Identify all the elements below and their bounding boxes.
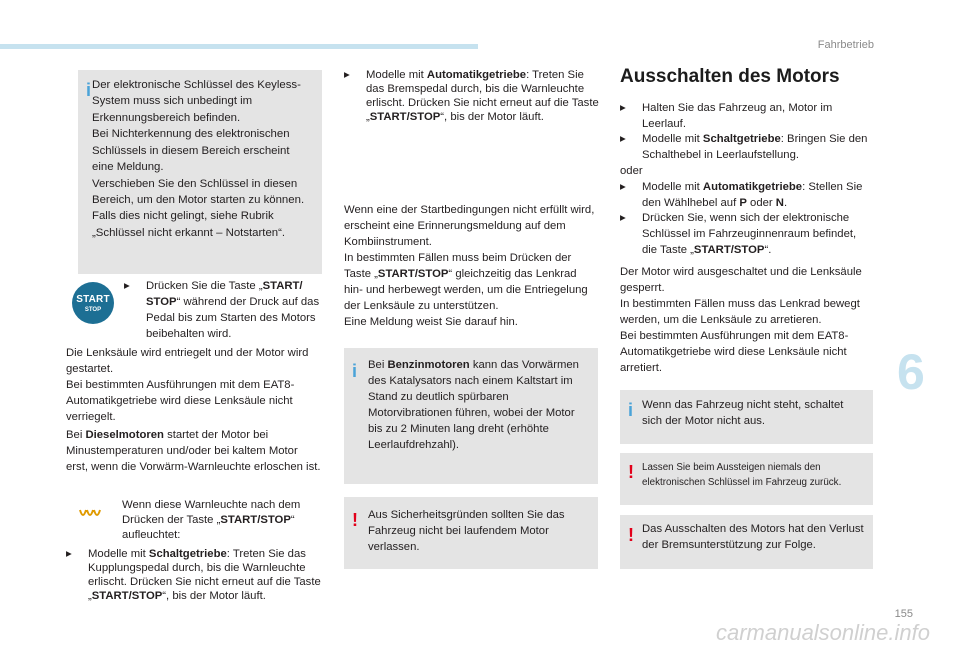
- info-box-petrol: i Bei Benzinmotoren kann das Vorwärmen des Katalysators nach einem Kaltstart im Stand zu deutlich spürbaren Motorvibrationen führen, wobei der Motor bis zu 2 Minuten lang dreht (erhöhte Leerlaufdrehzahl).: [344, 348, 598, 484]
- header-bar: [0, 44, 478, 49]
- info-mark-icon: i: [352, 361, 358, 381]
- stop-step-3: ▸ Modelle mit Automatikgetriebe: Stellen Sie den Wählhebel auf P oder N.: [620, 181, 863, 210]
- exclamation-warning-icon: !: [352, 510, 358, 530]
- manual-gearbox-bullet: ▸ Modelle mit Schaltgetriebe: Treten Sie das Kupplungspedal durch, bis die Warnleuchte erlischt. Drücken Sie nicht erneut auf die Taste „START/STOP“, bis der Motor läuft.: [66, 548, 321, 602]
- warnlight-text: Wenn diese Warnleuchte nach dem Drücken der Taste „START/STOP“ aufleuchtet:: [122, 499, 301, 541]
- diesel-text: Bei Dieselmotoren startet der Motor bei Minustemperaturen und/oder bei kaltem Motor erst, wenn die Vorwärm-Warnleuchte erloschen ist.: [66, 429, 321, 474]
- warning-box-key: [620, 453, 873, 505]
- chapter-number: 6: [897, 344, 925, 400]
- steering-unlock-text: Die Lenksäule wird entriegelt und der Motor wird gestartet. Bei bestimmten Ausführungen mit dem EAT8-Automatikgetriebe wird diese Lenksäule nicht verriegelt.: [66, 347, 309, 424]
- warning-box-safety: [344, 497, 598, 569]
- info-mark-icon: i: [86, 80, 92, 100]
- warning-box-brake: [620, 515, 873, 569]
- engine-stopped-text: Der Motor wird ausgeschaltet und die Lenksäule gesperrt. In bestimmten Fällen muss das Lenkrad bewegt werden, um die Lenksäule zu arretieren. Bei bestimmten Ausführungen mit dem EAT8-Automatikgetriebe wird diese Lenksäule nicht arretiert.: [620, 266, 862, 375]
- start-conditions-text: Wenn eine der Startbedingungen nicht erfüllt wird, erscheint eine Erinnerungsmeldung auf dem Kombiinstrument. In bestimmten Fällen muss beim Drücken der Taste „START/STOP“ gleichzeitig das Lenkrad hin- und herbewegt werden, um die Entriegelung der Lenksäule zu unterstützen. Eine Meldung weist Sie darauf hin.: [344, 204, 595, 329]
- section-title: Ausschalten des Motors: [620, 66, 840, 87]
- info-box-stationary: [620, 390, 873, 444]
- arrow-bullet-icon: ▸: [344, 69, 350, 81]
- arrow-bullet-icon: ▸: [620, 102, 626, 114]
- arrow-bullet-icon: ▸: [620, 181, 626, 193]
- warning-safety-text: Aus Sicherheitsgründen sollten Sie das Fahrzeug nicht bei laufendem Motor verlassen.: [368, 509, 565, 554]
- preheat-warning-icon: [78, 508, 102, 522]
- warning-key-text: Lassen Sie beim Aussteigen niemals den elektronischen Schlüssel im Fahrzeug zurück.: [642, 462, 842, 489]
- section-header: Fahrbetrieb: [817, 39, 874, 51]
- arrow-bullet-icon: ▸: [620, 133, 626, 145]
- warning-brake-text: Das Ausschalten des Motors hat den Verlust der Bremsunterstützung zur Folge.: [642, 523, 864, 552]
- start-stop-button-icon: START STOP: [72, 282, 114, 324]
- page-number: 155: [894, 608, 913, 620]
- exclamation-warning-icon: !: [628, 525, 634, 545]
- oder-text: oder: [620, 165, 643, 177]
- arrow-bullet-icon: ▸: [66, 548, 72, 560]
- stop-step-1: ▸ Halten Sie das Fahrzeug an, Motor im Leerlauf.: [620, 102, 833, 131]
- stop-step-4: ▸ Drücken Sie, wenn sich der elektronische Schlüssel im Fahrzeuginnenraum befindet, die Taste „START/STOP“.: [620, 212, 857, 257]
- info-mark-icon: i: [628, 400, 634, 420]
- exclamation-warning-icon: !: [628, 462, 634, 482]
- stop-step-2: ▸ Modelle mit Schaltgetriebe: Bringen Sie den Schalthebel in Leerlaufstellung.: [620, 133, 868, 162]
- arrow-bullet-icon: ▸: [124, 280, 130, 292]
- watermark: carmanualsonline.info: [715, 620, 930, 645]
- info-box-keyless: [78, 70, 322, 274]
- arrow-bullet-icon: ▸: [620, 212, 626, 224]
- info-box-text: Der elektronische Schlüssel des Keyless-System muss sich unbedingt im Erkennungsbereich befinden. Bei Nichterkennung des elektronischen Schlüssels in diesem Bereich erscheint eine Meldung. Verschieben Sie den Schlüssel in diesen Bereich, um den Motor starten zu können. Falls dies nicht gelingt, siehe Rubrik „Schlüssel nicht erkannt – Notstarten“.: [92, 79, 305, 239]
- press-start-bullet: ▸ Drücken Sie die Taste „START/ STOP“ während der Druck auf das Pedal bis zum Starten des Motors beibehalten wird.: [124, 280, 320, 341]
- info-stationary-text: Wenn das Fahrzeug nicht steht, schaltet sich der Motor nicht aus.: [642, 399, 844, 428]
- automatic-gearbox-bullet: ▸ Modelle mit Automatikgetriebe: Treten Sie das Bremspedal durch, bis die Warnleuchte erlischt. Drücken Sie nicht erneut auf die Taste „START/STOP“, bis der Motor läuft.: [344, 69, 599, 123]
